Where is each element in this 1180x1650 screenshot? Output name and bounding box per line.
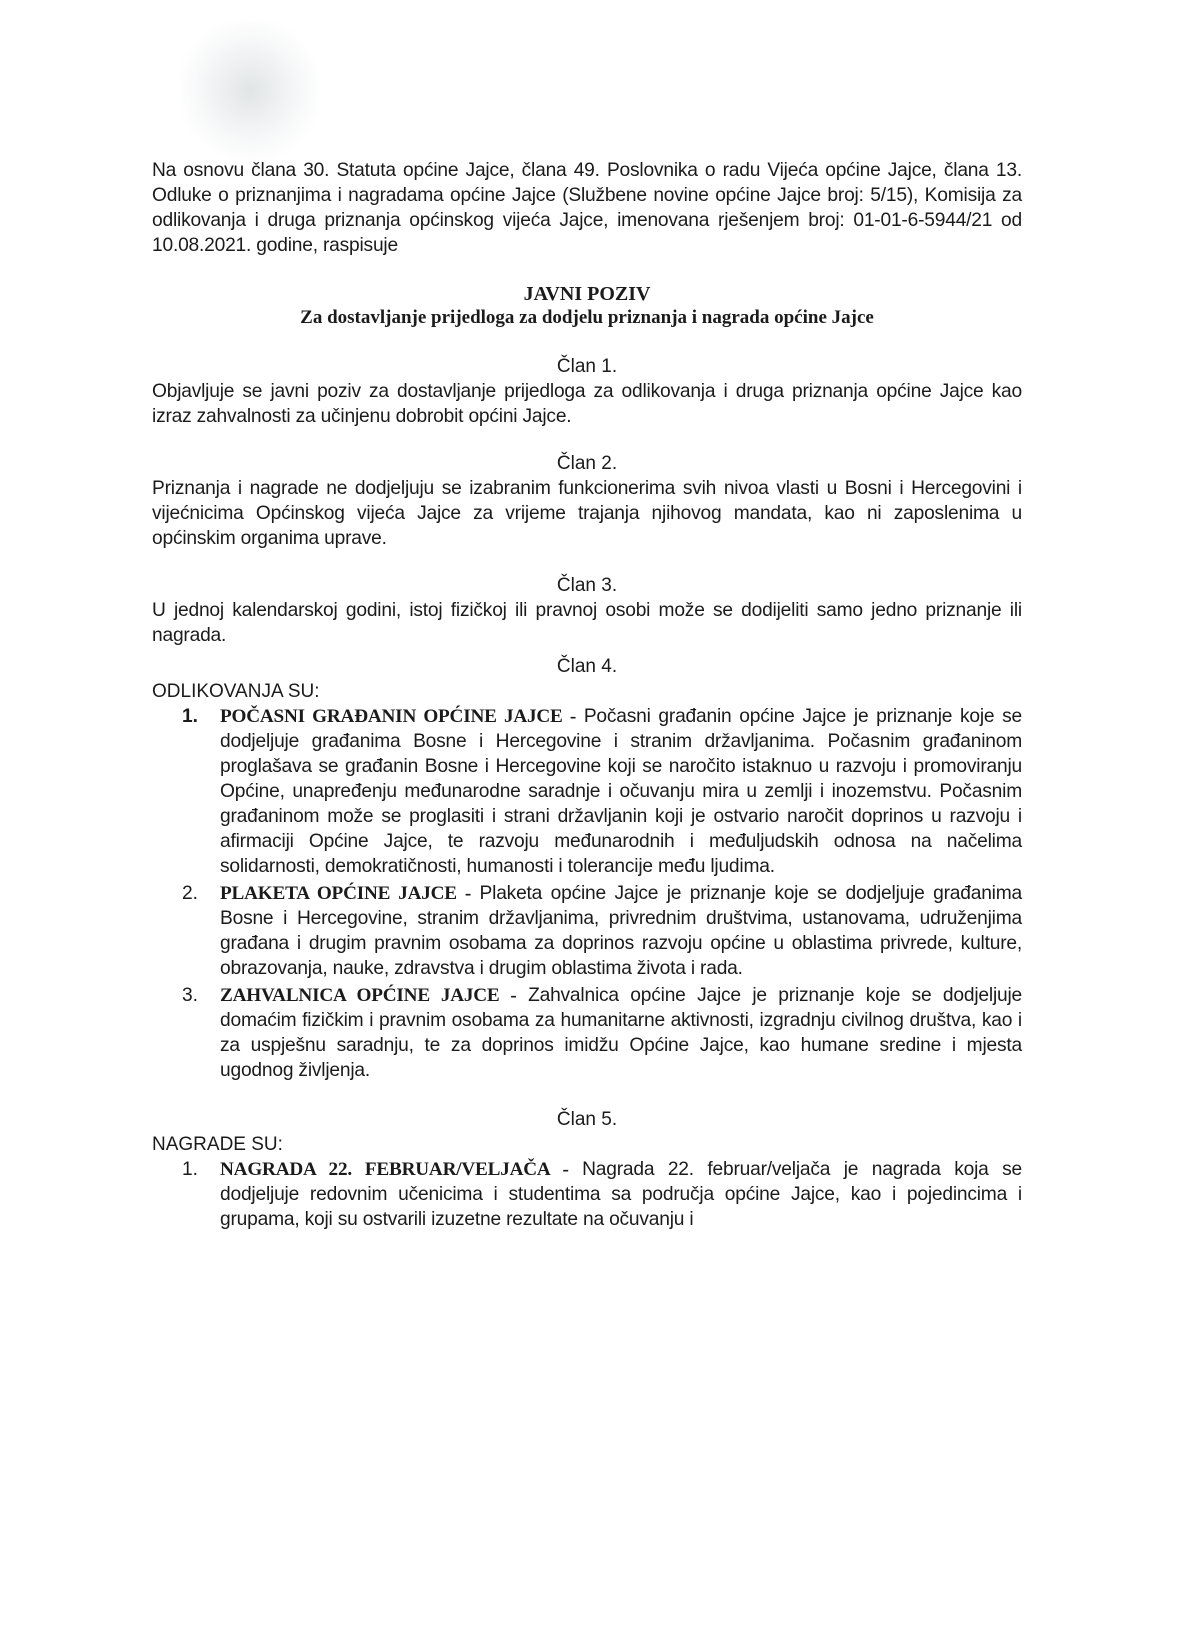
list-item <box>152 1157 1022 1232</box>
item-text: Počasni građanin općine Jajce je priznanje koje se dodjeljuje građanima Bosne i Hercegovine i stranim državljanima. Počasnim građaninom proglašava se građanin Bosne i Hercegovine koji se naročito istaknuo u razvoju i promoviranju Općine, unapređenju međunarodne saradnje i očuvanju mira u zemlji i inozemstvu. Počasnim građaninom može se proglasiti i strani državljanin koji je ostvario naročit doprinos u razvoju i afirmaciji Općine Jajce, te razvoju međunarodnih i međuljudskih odnosa na načelima solidarnosti, demokratičnosti, humanosti i tolerancije među ljudima. <box>220 706 1022 877</box>
item-number: 1. <box>182 706 199 727</box>
decorations-list <box>152 704 1022 1083</box>
item-text: Plaketa općine Jajce je priznanje koje se dodjeljuje građanima Bosne i Hercegovine, stranim državljanima, privrednim društvima, ustanovama, udruženjima građana i drugim pravnim osobama za doprinos razvoju općine u oblastima privrede, kulture, obrazovanja, nauke, zdravstva i drugim oblastima života i rada. <box>220 883 1022 979</box>
awards-list <box>152 1157 1022 1232</box>
awards-heading: NAGRADE SU: <box>152 1134 283 1155</box>
item-title: PLAKETA OPĆINE JAJCE - <box>220 883 472 904</box>
article-5 <box>152 1107 1022 1232</box>
article-text: Priznanja i nagrade ne dodjeljuju se izabranim funkcionerima svih nivoa vlasti u Bosni i Hercegovini i vijećnicima Općinskog vijeća Jajce za vrijeme trajanja njihovog mandata, kao ni zaposlenima u općinskim organima uprave. <box>152 478 1022 549</box>
article-1 <box>152 354 1022 429</box>
list-item <box>152 881 1022 981</box>
decorations-heading: ODLIKOVANJA SU: <box>152 681 320 702</box>
item-number: 1. <box>182 1159 199 1180</box>
article-text: Objavljuje se javni poziv za dostavljanje prijedloga za odlikovanja i druga priznanja općine Jajce kao izraz zahvalnosti za učinjenu dobrobit općini Jajce. <box>152 381 1022 427</box>
article-text: U jednoj kalendarskoj godini, istoj fizičkoj ili pravnoj osobi može se dodijeliti samo jedno priznanje ili nagrada. <box>152 600 1022 646</box>
document-subtitle: Za dostavljanje prijedloga za dodjelu priznanja i nagrada općine Jajce <box>300 307 874 328</box>
intro-paragraph: Na osnovu člana 30. Statuta općine Jajce, člana 49. Poslovnika o radu Vijeća općine Jajce, člana 13. Odluke o priznanjima i nagradama općine Jajce (Službene novine općine Jajce broj: 5/15), Komisija za odlikovanja i druga priznanja općinskog vijeća Jajce, imenovana rješenjem broj: 01-01-6-5944/21 od 10.08.2021. godine, raspisuje <box>152 160 1022 256</box>
item-title: NAGRADA 22. FEBRUAR/VELJAČA - <box>220 1159 569 1180</box>
article-label: Član 5. <box>556 1109 618 1130</box>
article-label: Član 2. <box>556 453 618 474</box>
list-item <box>152 704 1022 879</box>
item-text: Zahvalnica općine Jajce je priznanje koje se dodjeljuje domaćim fizičkim i pravnim osobama za humanitarne aktivnosti, izgradnju civilnog društva, kao i za uspješnu saradnju, te za doprinos imidžu Općine Jajce, kao humane sredine i mjesta ugodnog življenja. <box>220 985 1023 1081</box>
article-label: Član 4. <box>556 656 618 677</box>
article-4 <box>152 654 1022 1083</box>
item-text: Nagrada 22. februar/veljača je nagrada koja se dodjeljuje redovnim učenicima i studentima sa područja općine Jajce, kao i pojedincima i grupama, koji su ostvarili izuzetne rezultate na očuvanju i <box>220 1159 1022 1230</box>
article-label: Član 3. <box>556 575 618 596</box>
item-number: 3. <box>182 985 199 1006</box>
item-title: POČASNI GRAĐANIN OPĆINE JAJCE - <box>220 706 577 727</box>
article-label: Član 1. <box>556 356 618 377</box>
document-page <box>152 158 1022 1234</box>
item-number: 2. <box>182 883 199 904</box>
list-item <box>152 983 1022 1083</box>
document-title: JAVNI POZIV <box>523 283 651 305</box>
article-3 <box>152 573 1022 648</box>
scan-smudge <box>180 20 320 160</box>
item-title: ZAHVALNICA OPĆINE JAJCE - <box>220 985 517 1006</box>
article-2 <box>152 451 1022 551</box>
